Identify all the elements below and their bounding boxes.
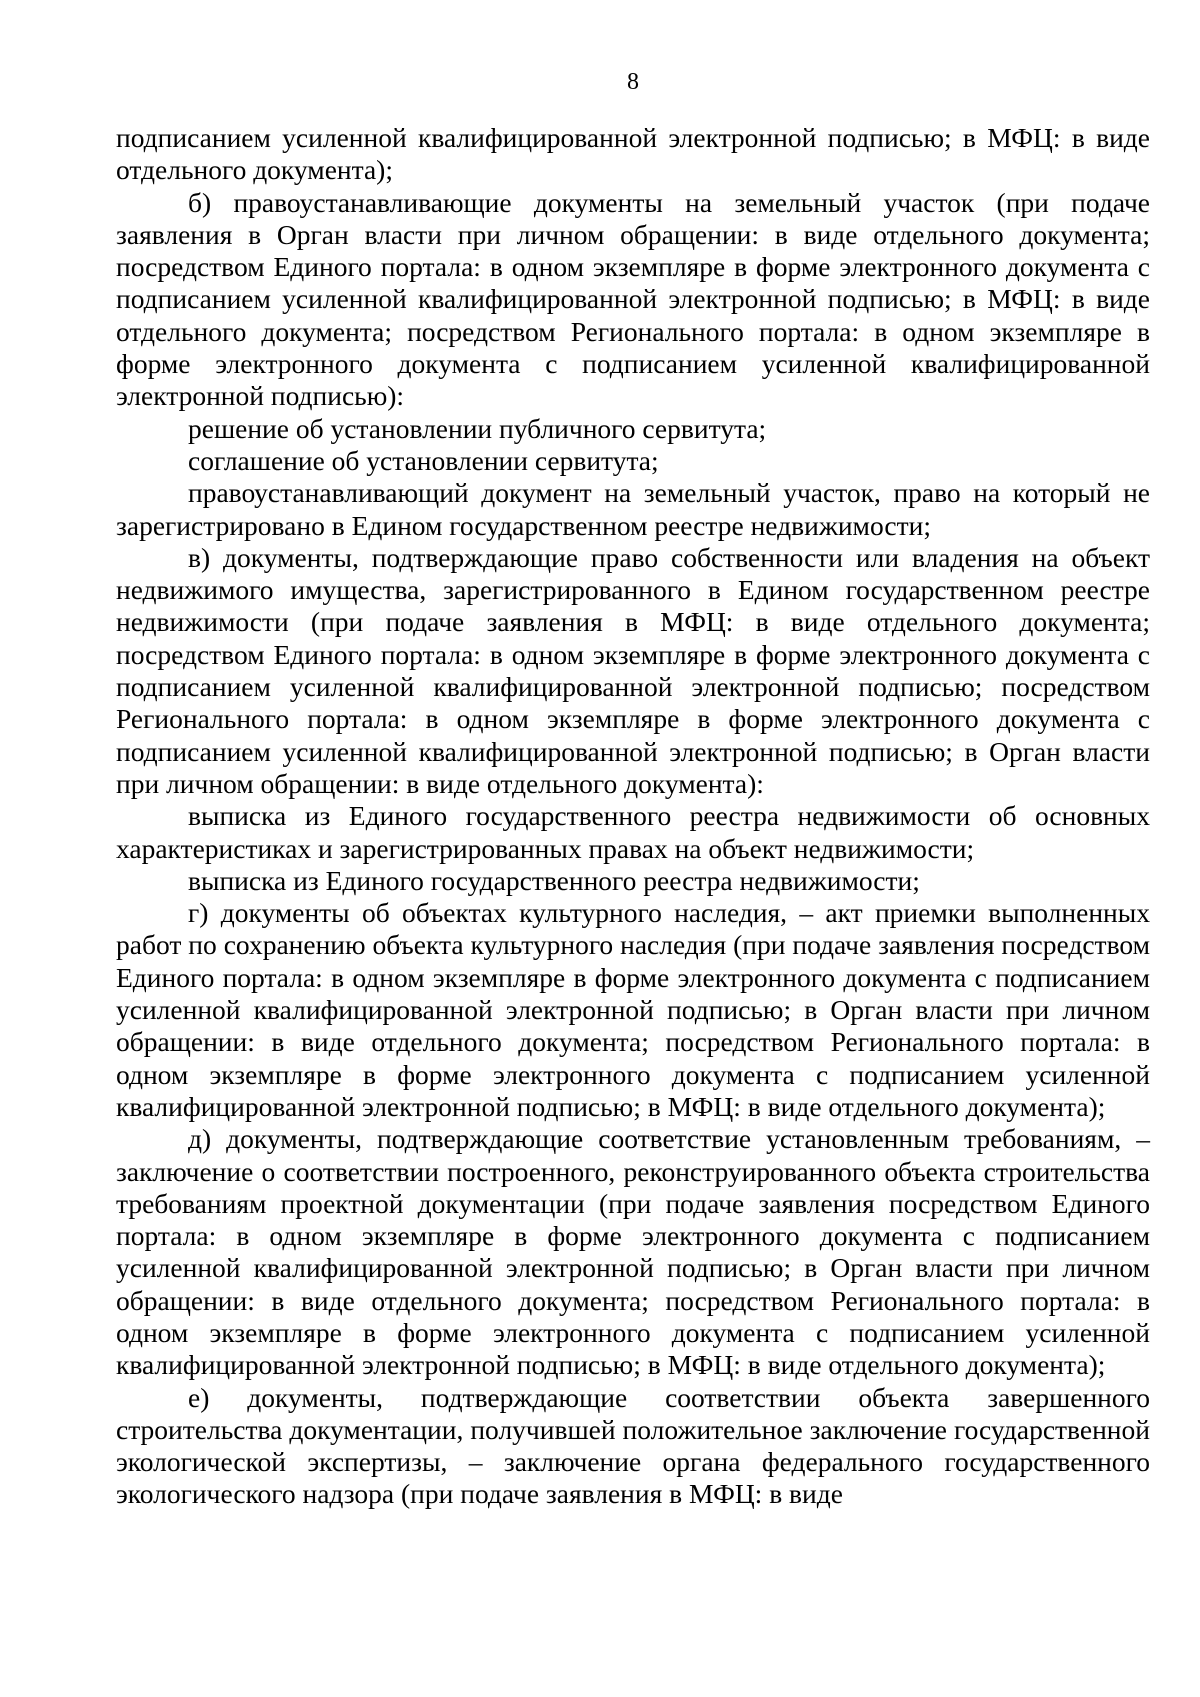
paragraph-item-d: д) документы, подтверждающие соответствие установленным требованиям, – заключение о соответствии построенного, реконструированного объекта строительства требованиям проектной документации (при подаче заявления посредством Единого портала: в одном экземпляре в форме электронного документа с подписанием усиленной квалифицированной электронной подписью; в Орган власти при личном обращении: в виде отдельного документа; посредством Регионального портала: в одном экземпляре в форме электронного документа с подписанием усиленной квалифицированной электронной подписью; в МФЦ: в виде отдельного документа); — [116, 1123, 1150, 1381]
paragraph-sub-egrn-extract-main: выписка из Единого государственного реестра недвижимости об основных характеристиках и зарегистрированных правах на объект недвижимости; — [116, 800, 1150, 864]
paragraph-sub-public-servitude: решение об установлении публичного сервитута; — [188, 412, 767, 444]
paragraph-continuation: подписанием усиленной квалифицированной электронной подписью; в МФЦ: в виде отдельного документа); — [116, 122, 1150, 186]
paragraph-sub-egrn-extract: выписка из Единого государственного реестра недвижимости; — [188, 864, 920, 896]
paragraph-item-b: б) правоустанавливающие документы на земельный участок (при подаче заявления в Орган власти при личном обращении: в виде отдельного документа; посредством Единого портала: в одном экземпляре в форме электронного документа с подписанием усиленной квалифицированной электронной подписью; в МФЦ: в виде отдельного документа; посредством Регионального портала: в одном экземпляре в форме электронного документа с подписанием усиленной квалифицированной электронной подписью): — [116, 186, 1150, 412]
paragraph-sub-servitude-agreement: соглашение об установлении сервитута; — [188, 444, 659, 476]
paragraph-item-v: в) документы, подтверждающие право собственности или владения на объект недвижимого имущества, зарегистрированного в Едином государственном реестре недвижимости (при подаче заявления в МФЦ: в виде отдельного документа; посредством Единого портала: в одном экземпляре в форме электронного документа с подписанием усиленной квалифицированной электронной подписью; посредством Регионального портала: в одном экземпляре в форме электронного документа с подписанием усиленной квалифицированной электронной подписью; в Орган власти при личном обращении: в виде отдельного документа): — [116, 541, 1150, 799]
document-page — [116, 60, 1150, 1660]
paragraph-item-g: г) документы об объектах культурного наследия, – акт приемки выполненных работ по сохранению объекта культурного наследия (при подаче заявления посредством Единого портала: в одном экземпляре в форме электронного документа с подписанием усиленной квалифицированной электронной подписью; в Орган власти при личном обращении: в виде отдельного документа; посредством Регионального портала: в одном экземпляре в форме электронного документа с подписанием усиленной квалифицированной электронной подписью; в МФЦ: в виде отдельного документа); — [116, 897, 1150, 1122]
paragraph-sub-title-document: правоустанавливающий документ на земельный участок, право на который не зарегистрировано в Едином государственном реестре недвижимости; — [116, 477, 1150, 541]
document-body — [116, 122, 1150, 1511]
paragraph-item-e: е) документы, подтверждающие соответствии объекта завершенного строительства документации, получившей положительное заключение государственной экологической экспертизы, – заключение органа федерального государственного экологического надзора (при подаче заявления в МФЦ: в виде — [116, 1381, 1150, 1510]
page-number: 8 — [627, 69, 639, 95]
